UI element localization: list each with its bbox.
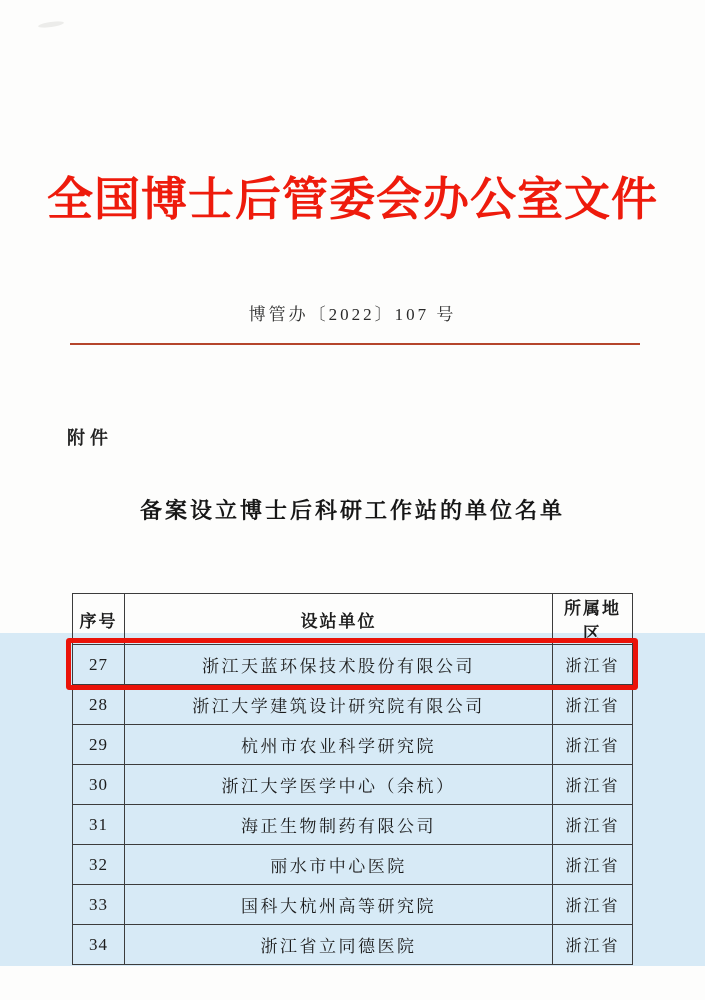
cell-unit: 杭州市农业科学研究院 xyxy=(125,725,553,765)
table-title: 备案设立博士后科研工作站的单位名单 xyxy=(139,498,565,523)
cell-no: 31 xyxy=(73,805,125,845)
document-number: 博管办〔2022〕107 号 xyxy=(248,305,457,324)
cell-unit: 浙江大学建筑设计研究院有限公司 xyxy=(125,685,553,725)
units-table xyxy=(72,593,633,965)
cell-region: 浙江省 xyxy=(553,805,633,845)
table-row xyxy=(73,885,633,925)
cell-no: 30 xyxy=(73,765,125,805)
cell-region: 浙江省 xyxy=(553,845,633,885)
table-row xyxy=(73,925,633,965)
cell-region: 浙江省 xyxy=(553,885,633,925)
red-divider-line xyxy=(70,343,640,345)
attachment-label: 附件 xyxy=(67,428,113,448)
cell-no: 28 xyxy=(73,685,125,725)
cell-region: 浙江省 xyxy=(553,725,633,765)
cell-unit: 浙江大学医学中心（余杭） xyxy=(125,765,553,805)
cell-unit: 浙江省立同德医院 xyxy=(125,925,553,965)
cell-no: 34 xyxy=(73,925,125,965)
cell-region: 浙江省 xyxy=(553,645,633,685)
table-row xyxy=(73,805,633,845)
column-header-no: 序号 xyxy=(73,594,125,645)
column-header-unit: 设站单位 xyxy=(125,594,553,645)
table-row xyxy=(73,645,633,685)
table-row xyxy=(73,685,633,725)
column-header-region: 所属地区 xyxy=(553,594,633,645)
table-row xyxy=(73,845,633,885)
cell-region: 浙江省 xyxy=(553,685,633,725)
document-title: 全国博士后管委会办公室文件 xyxy=(47,174,658,225)
cell-unit: 海正生物制药有限公司 xyxy=(125,805,553,845)
cell-no: 33 xyxy=(73,885,125,925)
cell-unit: 丽水市中心医院 xyxy=(125,845,553,885)
table-row xyxy=(73,765,633,805)
cell-no: 27 xyxy=(73,645,125,685)
cell-no: 32 xyxy=(73,845,125,885)
cell-unit: 国科大杭州高等研究院 xyxy=(125,885,553,925)
table-header-row xyxy=(73,594,633,645)
cell-region: 浙江省 xyxy=(553,925,633,965)
scan-artifact xyxy=(38,20,64,29)
cell-no: 29 xyxy=(73,725,125,765)
cell-region: 浙江省 xyxy=(553,765,633,805)
table-row xyxy=(73,725,633,765)
cell-unit: 浙江天蓝环保技术股份有限公司 xyxy=(125,645,553,685)
